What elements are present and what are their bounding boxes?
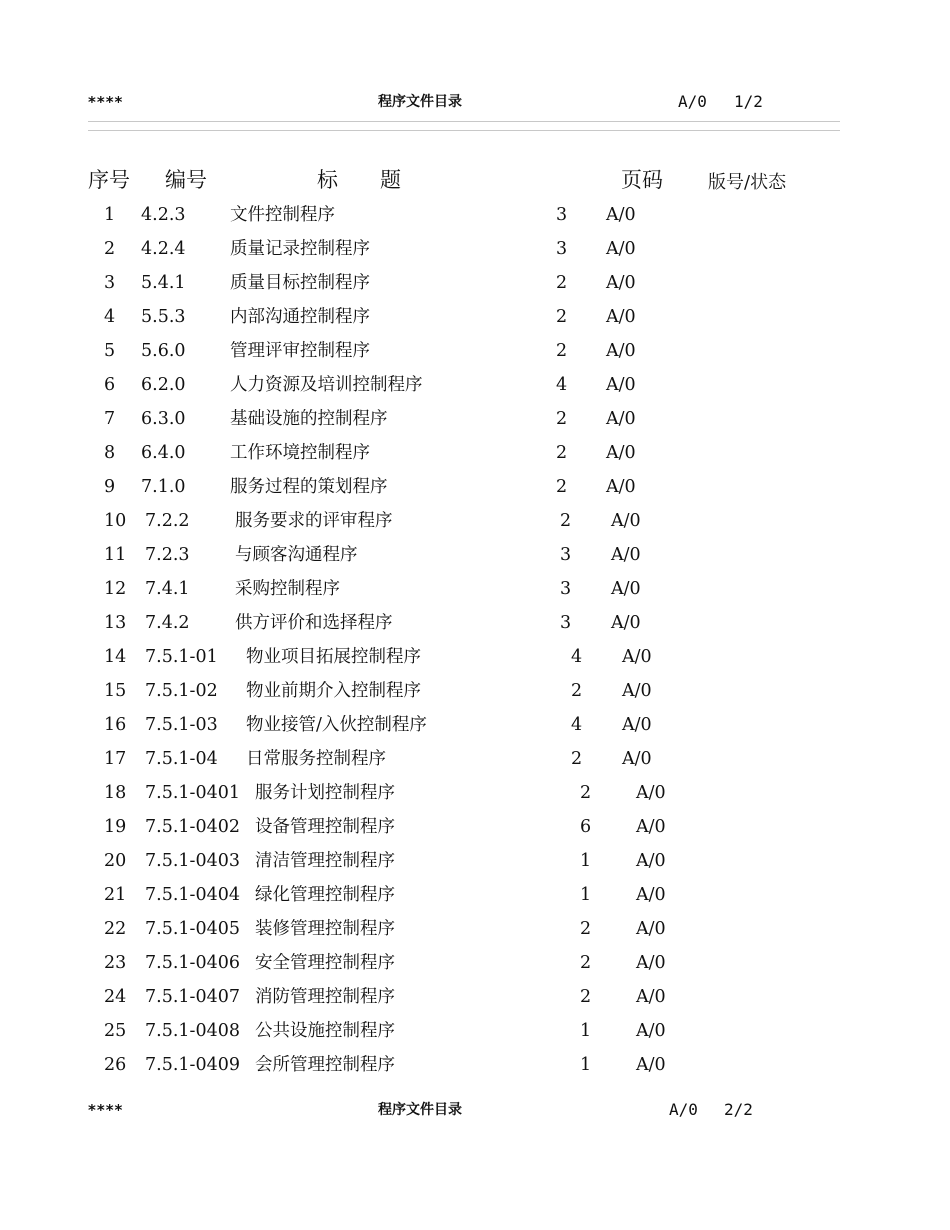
list-item (0, 436, 950, 470)
list-item (0, 674, 950, 708)
row-title: 物业前期介入控制程序 (246, 681, 421, 701)
row-seq: 9 (104, 477, 116, 497)
page-header (88, 90, 840, 114)
row-pages: 2 (560, 511, 572, 531)
row-code: 6.4.0 (141, 443, 186, 463)
footer-version: A/0 (669, 1100, 698, 1119)
list-item (0, 742, 950, 776)
row-pages: 4 (571, 715, 583, 735)
list-item (0, 844, 950, 878)
row-code: 7.5.1-0404 (145, 885, 240, 905)
row-code: 7.2.3 (145, 545, 190, 565)
row-version: A/0 (636, 851, 666, 871)
list-item (0, 504, 950, 538)
row-title: 服务要求的评审程序 (235, 511, 393, 531)
row-code: 5.5.3 (141, 307, 186, 327)
list-item (0, 946, 950, 980)
row-seq: 23 (104, 953, 127, 973)
row-version: A/0 (606, 341, 636, 361)
row-pages: 3 (560, 579, 572, 599)
row-title: 消防管理控制程序 (255, 987, 395, 1007)
row-title: 装修管理控制程序 (255, 919, 395, 939)
row-seq: 26 (104, 1055, 127, 1075)
row-seq: 24 (104, 987, 127, 1007)
row-pages: 2 (580, 783, 592, 803)
list-item (0, 538, 950, 572)
row-pages: 1 (580, 1055, 592, 1075)
row-version: A/0 (636, 953, 666, 973)
footer-title: 程序文件目录 (378, 1102, 462, 1118)
row-version: A/0 (622, 647, 652, 667)
row-pages: 2 (556, 307, 568, 327)
row-code: 4.2.4 (141, 239, 186, 259)
row-title: 采购控制程序 (235, 579, 340, 599)
row-pages: 3 (560, 545, 572, 565)
row-title: 人力资源及培训控制程序 (230, 375, 423, 395)
row-seq: 22 (104, 919, 127, 939)
list-item (0, 402, 950, 436)
row-code: 7.5.1-0403 (145, 851, 240, 871)
row-seq: 8 (104, 443, 116, 463)
row-seq: 14 (104, 647, 127, 667)
row-title: 物业项目拓展控制程序 (246, 647, 421, 667)
list-item (0, 776, 950, 810)
row-code: 5.6.0 (141, 341, 186, 361)
column-header-pages: 页码 (621, 168, 663, 192)
row-title: 日常服务控制程序 (246, 749, 386, 769)
row-seq: 12 (104, 579, 127, 599)
list-item (0, 606, 950, 640)
row-pages: 2 (580, 987, 592, 1007)
row-code: 7.5.1-0408 (145, 1021, 240, 1041)
row-pages: 1 (580, 885, 592, 905)
list-item (0, 232, 950, 266)
column-header-code: 编号 (165, 168, 207, 192)
row-seq: 18 (104, 783, 127, 803)
row-title: 公共设施控制程序 (255, 1021, 395, 1041)
list-item (0, 980, 950, 1014)
row-pages: 2 (556, 341, 568, 361)
row-code: 6.3.0 (141, 409, 186, 429)
row-pages: 2 (556, 273, 568, 293)
row-pages: 3 (556, 205, 568, 225)
list-item (0, 266, 950, 300)
header-title: 程序文件目录 (378, 94, 462, 110)
row-pages: 2 (571, 749, 583, 769)
row-title: 服务计划控制程序 (255, 783, 395, 803)
row-code: 7.5.1-0407 (145, 987, 240, 1007)
column-header-version-status: 版号/状态 (708, 172, 787, 193)
row-pages: 1 (580, 851, 592, 871)
row-seq: 10 (104, 511, 127, 531)
row-code: 7.2.2 (145, 511, 190, 531)
row-code: 4.2.3 (141, 205, 186, 225)
header-divider-bottom (88, 130, 840, 131)
row-code: 7.5.1-0405 (145, 919, 240, 939)
row-pages: 2 (580, 919, 592, 939)
row-seq: 4 (104, 307, 116, 327)
list-item (0, 912, 950, 946)
row-version: A/0 (636, 1021, 666, 1041)
row-title: 工作环境控制程序 (230, 443, 370, 463)
list-item (0, 572, 950, 606)
list-item (0, 198, 950, 232)
row-code: 5.4.1 (141, 273, 186, 293)
row-version: A/0 (606, 375, 636, 395)
row-version: A/0 (636, 783, 666, 803)
row-seq: 6 (104, 375, 116, 395)
row-seq: 3 (104, 273, 116, 293)
header-page-number: 1/2 (734, 92, 763, 111)
row-pages: 4 (571, 647, 583, 667)
row-version: A/0 (606, 205, 636, 225)
row-title: 与顾客沟通程序 (235, 545, 358, 565)
row-code: 7.4.1 (145, 579, 190, 599)
page-footer (88, 1098, 840, 1122)
row-code: 6.2.0 (141, 375, 186, 395)
row-pages: 3 (556, 239, 568, 259)
header-company-mask: **** (88, 93, 124, 111)
row-code: 7.5.1-0402 (145, 817, 240, 837)
row-seq: 16 (104, 715, 127, 735)
row-title: 设备管理控制程序 (255, 817, 395, 837)
row-seq: 2 (104, 239, 116, 259)
row-seq: 17 (104, 749, 127, 769)
row-code: 7.5.1-0409 (145, 1055, 240, 1075)
row-pages: 2 (580, 953, 592, 973)
column-header-seq: 序号 (88, 168, 130, 192)
row-title: 管理评审控制程序 (230, 341, 370, 361)
row-title: 安全管理控制程序 (255, 953, 395, 973)
row-version: A/0 (622, 749, 652, 769)
row-version: A/0 (611, 613, 641, 633)
row-seq: 11 (104, 545, 127, 565)
list-item (0, 1014, 950, 1048)
row-version: A/0 (606, 239, 636, 259)
row-pages: 6 (580, 817, 592, 837)
row-pages: 2 (556, 477, 568, 497)
row-version: A/0 (622, 715, 652, 735)
row-pages: 2 (556, 443, 568, 463)
row-version: A/0 (606, 443, 636, 463)
footer-company-mask: **** (88, 1101, 124, 1119)
row-version: A/0 (636, 817, 666, 837)
row-version: A/0 (611, 579, 641, 599)
row-seq: 20 (104, 851, 127, 871)
row-version: A/0 (622, 681, 652, 701)
row-seq: 7 (104, 409, 116, 429)
row-version: A/0 (636, 885, 666, 905)
row-pages: 4 (556, 375, 568, 395)
row-version: A/0 (611, 511, 641, 531)
row-code: 7.5.1-03 (145, 715, 218, 735)
row-code: 7.5.1-0401 (145, 783, 240, 803)
row-title: 清洁管理控制程序 (255, 851, 395, 871)
row-seq: 5 (104, 341, 116, 361)
row-code: 7.5.1-04 (145, 749, 218, 769)
list-item (0, 300, 950, 334)
row-pages: 2 (571, 681, 583, 701)
row-seq: 15 (104, 681, 127, 701)
row-version: A/0 (606, 307, 636, 327)
row-code: 7.4.2 (145, 613, 190, 633)
list-item (0, 470, 950, 504)
list-item (0, 334, 950, 368)
list-item (0, 1048, 950, 1082)
row-code: 7.5.1-01 (145, 647, 218, 667)
row-version: A/0 (606, 477, 636, 497)
row-title: 质量记录控制程序 (230, 239, 370, 259)
list-item (0, 368, 950, 402)
row-version: A/0 (611, 545, 641, 565)
document-list (0, 198, 950, 1082)
row-code: 7.5.1-02 (145, 681, 218, 701)
row-title: 质量目标控制程序 (230, 273, 370, 293)
list-item (0, 878, 950, 912)
row-code: 7.5.1-0406 (145, 953, 240, 973)
row-seq: 19 (104, 817, 127, 837)
list-item (0, 708, 950, 742)
row-seq: 13 (104, 613, 127, 633)
row-seq: 21 (104, 885, 127, 905)
list-item (0, 810, 950, 844)
row-version: A/0 (606, 273, 636, 293)
column-header-title: 标 题 (317, 168, 401, 192)
footer-page-number: 2/2 (724, 1100, 753, 1119)
row-version: A/0 (636, 987, 666, 1007)
header-divider-top (88, 121, 840, 122)
row-title: 物业接管/入伙控制程序 (246, 715, 427, 735)
row-version: A/0 (606, 409, 636, 429)
row-title: 供方评价和选择程序 (235, 613, 393, 633)
row-title: 会所管理控制程序 (255, 1055, 395, 1075)
row-code: 7.1.0 (141, 477, 186, 497)
row-title: 绿化管理控制程序 (255, 885, 395, 905)
row-seq: 1 (104, 205, 116, 225)
list-item (0, 640, 950, 674)
row-title: 基础设施的控制程序 (230, 409, 388, 429)
row-version: A/0 (636, 1055, 666, 1075)
row-pages: 2 (556, 409, 568, 429)
row-pages: 1 (580, 1021, 592, 1041)
row-title: 内部沟通控制程序 (230, 307, 370, 327)
row-seq: 25 (104, 1021, 127, 1041)
row-title: 文件控制程序 (230, 205, 335, 225)
row-title: 服务过程的策划程序 (230, 477, 388, 497)
row-pages: 3 (560, 613, 572, 633)
row-version: A/0 (636, 919, 666, 939)
header-version: A/0 (678, 92, 707, 111)
